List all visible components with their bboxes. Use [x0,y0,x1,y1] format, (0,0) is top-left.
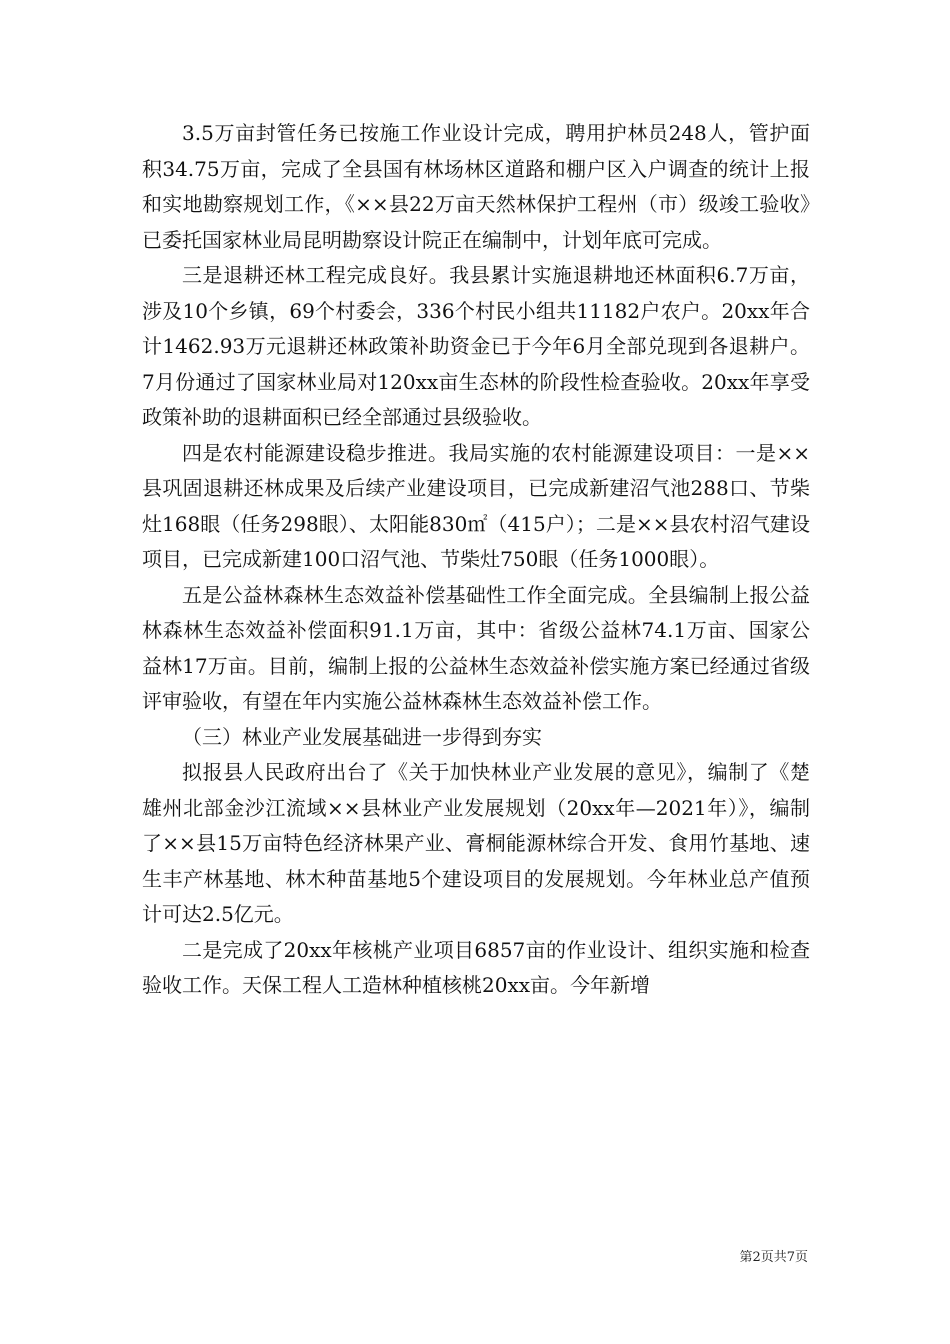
paragraph-2: 三是退耕还林工程完成良好。我县累计实施退耕地还林面积6.7万亩，涉及10个乡镇，69个村委会，336个村民小组共11182户农户。20xx年合计1462.93万元退耕还林政策补助资金已于今年6月全部兑现到各退耕户。7月份通过了国家林业局对120xx亩生态林的阶段性检查验收。20xx年享受政策补助的退耕面积已经全部通过县级验收。 [142,263,810,429]
paragraph-5: 拟报县人民政府出台了《关于加快林业产业发展的意见》，编制了《楚雄州北部金沙江流域××县林业产业发展规划（20xx年—2021年）》，编制了××县15万亩特色经济林果产业、膏桐能源林综合开发、食用竹基地、速生丰产林基地、林木种苗基地5个建设项目的发展规划。今年林业总产值预计可达2.5亿元。 [142,760,810,926]
document-body [142,116,810,1004]
page-number-footer: 第2页共7页 [739,1250,808,1265]
paragraph-3: 四是农村能源建设稳步推进。我局实施的农村能源建设项目：一是××县巩固退耕还林成果及后续产业建设项目，已完成新建沼气池288口、节柴灶168眼（任务298眼）、太阳能830㎡（415户）；二是××县农村沼气建设项目，已完成新建100口沼气池、节柴灶750眼（任务1000眼）。 [142,440,810,571]
paragraph-1: 3.5万亩封管任务已按施工作业设计完成，聘用护林员248人，管护面积34.75万亩，完成了全县国有林场林区道路和棚户区入户调查的统计上报和实地勘察规划工作，《××县22万亩天然林保护工程州（市）级竣工验收》已委托国家林业局昆明勘察设计院正在编制中，计划年底可完成。 [142,121,810,252]
paragraph-4: 五是公益林森林生态效益补偿基础性工作全面完成。全县编制上报公益林森林生态效益补偿面积91.1万亩，其中：省级公益林74.1万亩、国家公益林17万亩。目前，编制上报的公益林生态效益补偿实施方案已经通过省级评审验收，有望在年内实施公益林森林生态效益补偿工作。 [142,582,810,713]
paragraph-6: 二是完成了20xx年核桃产业项目6857亩的作业设计、组织实施和检查验收工作。天保工程人工造林种植核桃20xx亩。今年新增 [142,937,810,997]
section-heading: （三）林业产业发展基础进一步得到夯实 [182,724,542,749]
